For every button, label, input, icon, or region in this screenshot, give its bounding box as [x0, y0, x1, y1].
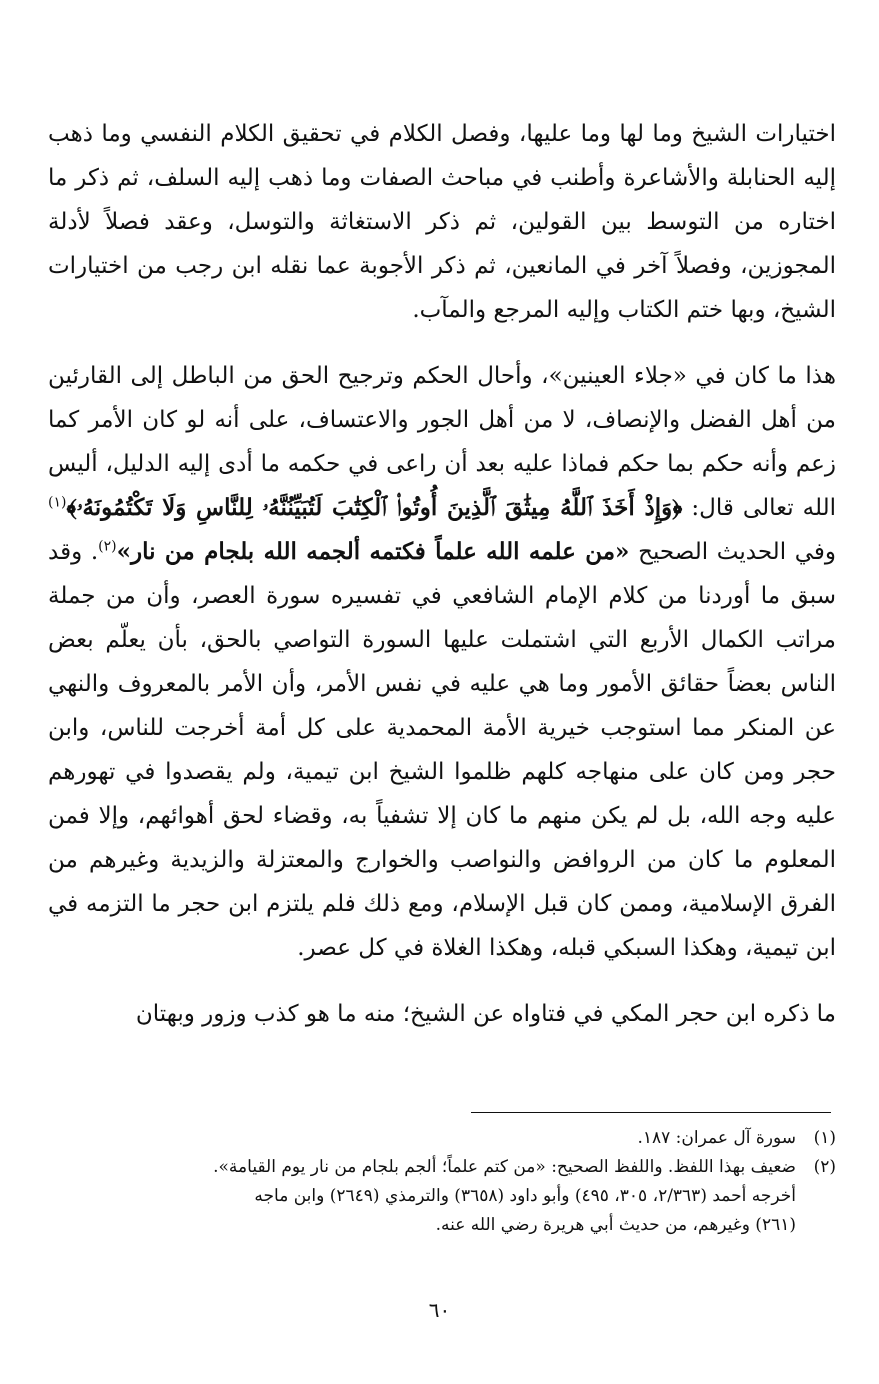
footnote-line: أخرجه أحمد (٢/٣٦٣، ٣٠٥، ٤٩٥) وأبو داود (٣٦٥٨) والترمذي (٢٦٤٩) وابن ماجه: [254, 1186, 796, 1206]
footnote-ref-1[interactable]: (١): [48, 494, 67, 511]
page-number: ٦٠: [428, 1298, 451, 1322]
footnote-ref-2[interactable]: (٢): [98, 538, 117, 555]
footnote-line: (٢٦١) وغيرهم، من حديث أبي هريرة رضي الله عنه.: [435, 1215, 796, 1235]
quran-verse: ﴿وَإِذْ أَخَذَ ٱللَّهُ مِيثَٰقَ ٱلَّذِينَ أُوتُوا۟ ٱلْكِتَٰبَ لَتُبَيِّنُنَّهُۥ لِلنَّاسِ وَلَا تَكْتُمُونَهُۥ﴾: [66, 494, 683, 521]
footnote-number: (٢): [813, 1157, 836, 1177]
main-text: [48, 112, 836, 1036]
footnote-separator: [471, 1112, 831, 1113]
footnote-line: سورة آل عمران: ١٨٧.: [637, 1128, 796, 1148]
paragraph-2-intro: هذا ما كان في «جلاء العينين»، وأحال الحكم وترجيح الحق من الباطل إلى القارئين من أهل الفضل والإنصاف، لا من أهل الجور والاعتساف، على أنه لو كان الأمر كما زعم وأنه حكم بما حكم فماذا عليه بعد أن راعى في حكمه ما أدى إليه الدليل، أليس الله تعالى قال:: [48, 363, 836, 521]
paragraph-2: [48, 354, 836, 970]
footnotes: [48, 1124, 836, 1240]
hadith-quote: «من علمه الله علماً فكتمه ألجمه الله بلجام من نار»: [116, 538, 630, 565]
paragraph-2-hadith-intro: وفي الحديث الصحيح: [638, 539, 837, 565]
paragraph-1: اختيارات الشيخ وما لها وما عليها، وفصل الكلام في تحقيق الكلام النفسي وما ذهب إليه الحنابلة والأشاعرة وأطنب في مباحث الصفات وما ذهب إليه السلف، ثم ذكر ما اختاره من التوسط بين القولين، ثم ذكر الاستغاثة والتوسل، وعقد فصلاً لأدلة المجوزين، وفصلاً آخر في المانعين، ثم ذكر الأجوبة عما نقله ابن رجب من اختيارات الشيخ، وبها ختم الكتاب وإليه المرجع والمآب.: [48, 121, 836, 323]
footnote-line: ضعيف بهذا اللفظ. واللفظ الصحيح: «من كتم علماً؛ ألجم بلجام من نار يوم القيامة».: [213, 1157, 796, 1177]
footnote-1: [48, 1124, 836, 1153]
paragraph-2-continuation: . وقد سبق ما أوردنا من كلام الإمام الشافعي في تفسيره سورة العصر، وأن من جملة مراتب الكمال الأربع التي اشتملت عليها السورة التواصي بالحق، بأن يعلّم بعض الناس بعضاً حقائق الأمور وما هي عليه في نفس الأمر، وأن الأمر بالمعروف والنهي عن المنكر مما استوجب خيرية الأمة المحمدية على كل أمة أخرجت للناس، وابن حجر ومن كان على منهاجه كلهم ظلموا الشيخ ابن تيمية، ولم يقصدوا في تهورهم عليه وجه الله، بل لم يكن منهم ما كان إلا تشفياً به، وقضاء لحق أهوائهم، وإلا فمن المعلوم ما كان من الروافض والنواصب والخوارج والمعتزلة والزيدية وغيرهم من الفرق الإسلامية، وممن كان قبل الإسلام، ومع ذلك فلم يلتزم ابن حجر ما التزمه في ابن تيمية، وهكذا السبكي قبله، وهكذا الغلاة في كل عصر.: [48, 539, 836, 961]
footnote-2: [48, 1153, 836, 1240]
footnote-body: [48, 1124, 796, 1153]
footnote-number: (١): [813, 1128, 836, 1148]
paragraph-3: ما ذكره ابن حجر المكي في فتاواه عن الشيخ؛ منه ما هو كذب وزور وبهتان: [135, 1001, 836, 1027]
footnote-body: [48, 1153, 796, 1240]
